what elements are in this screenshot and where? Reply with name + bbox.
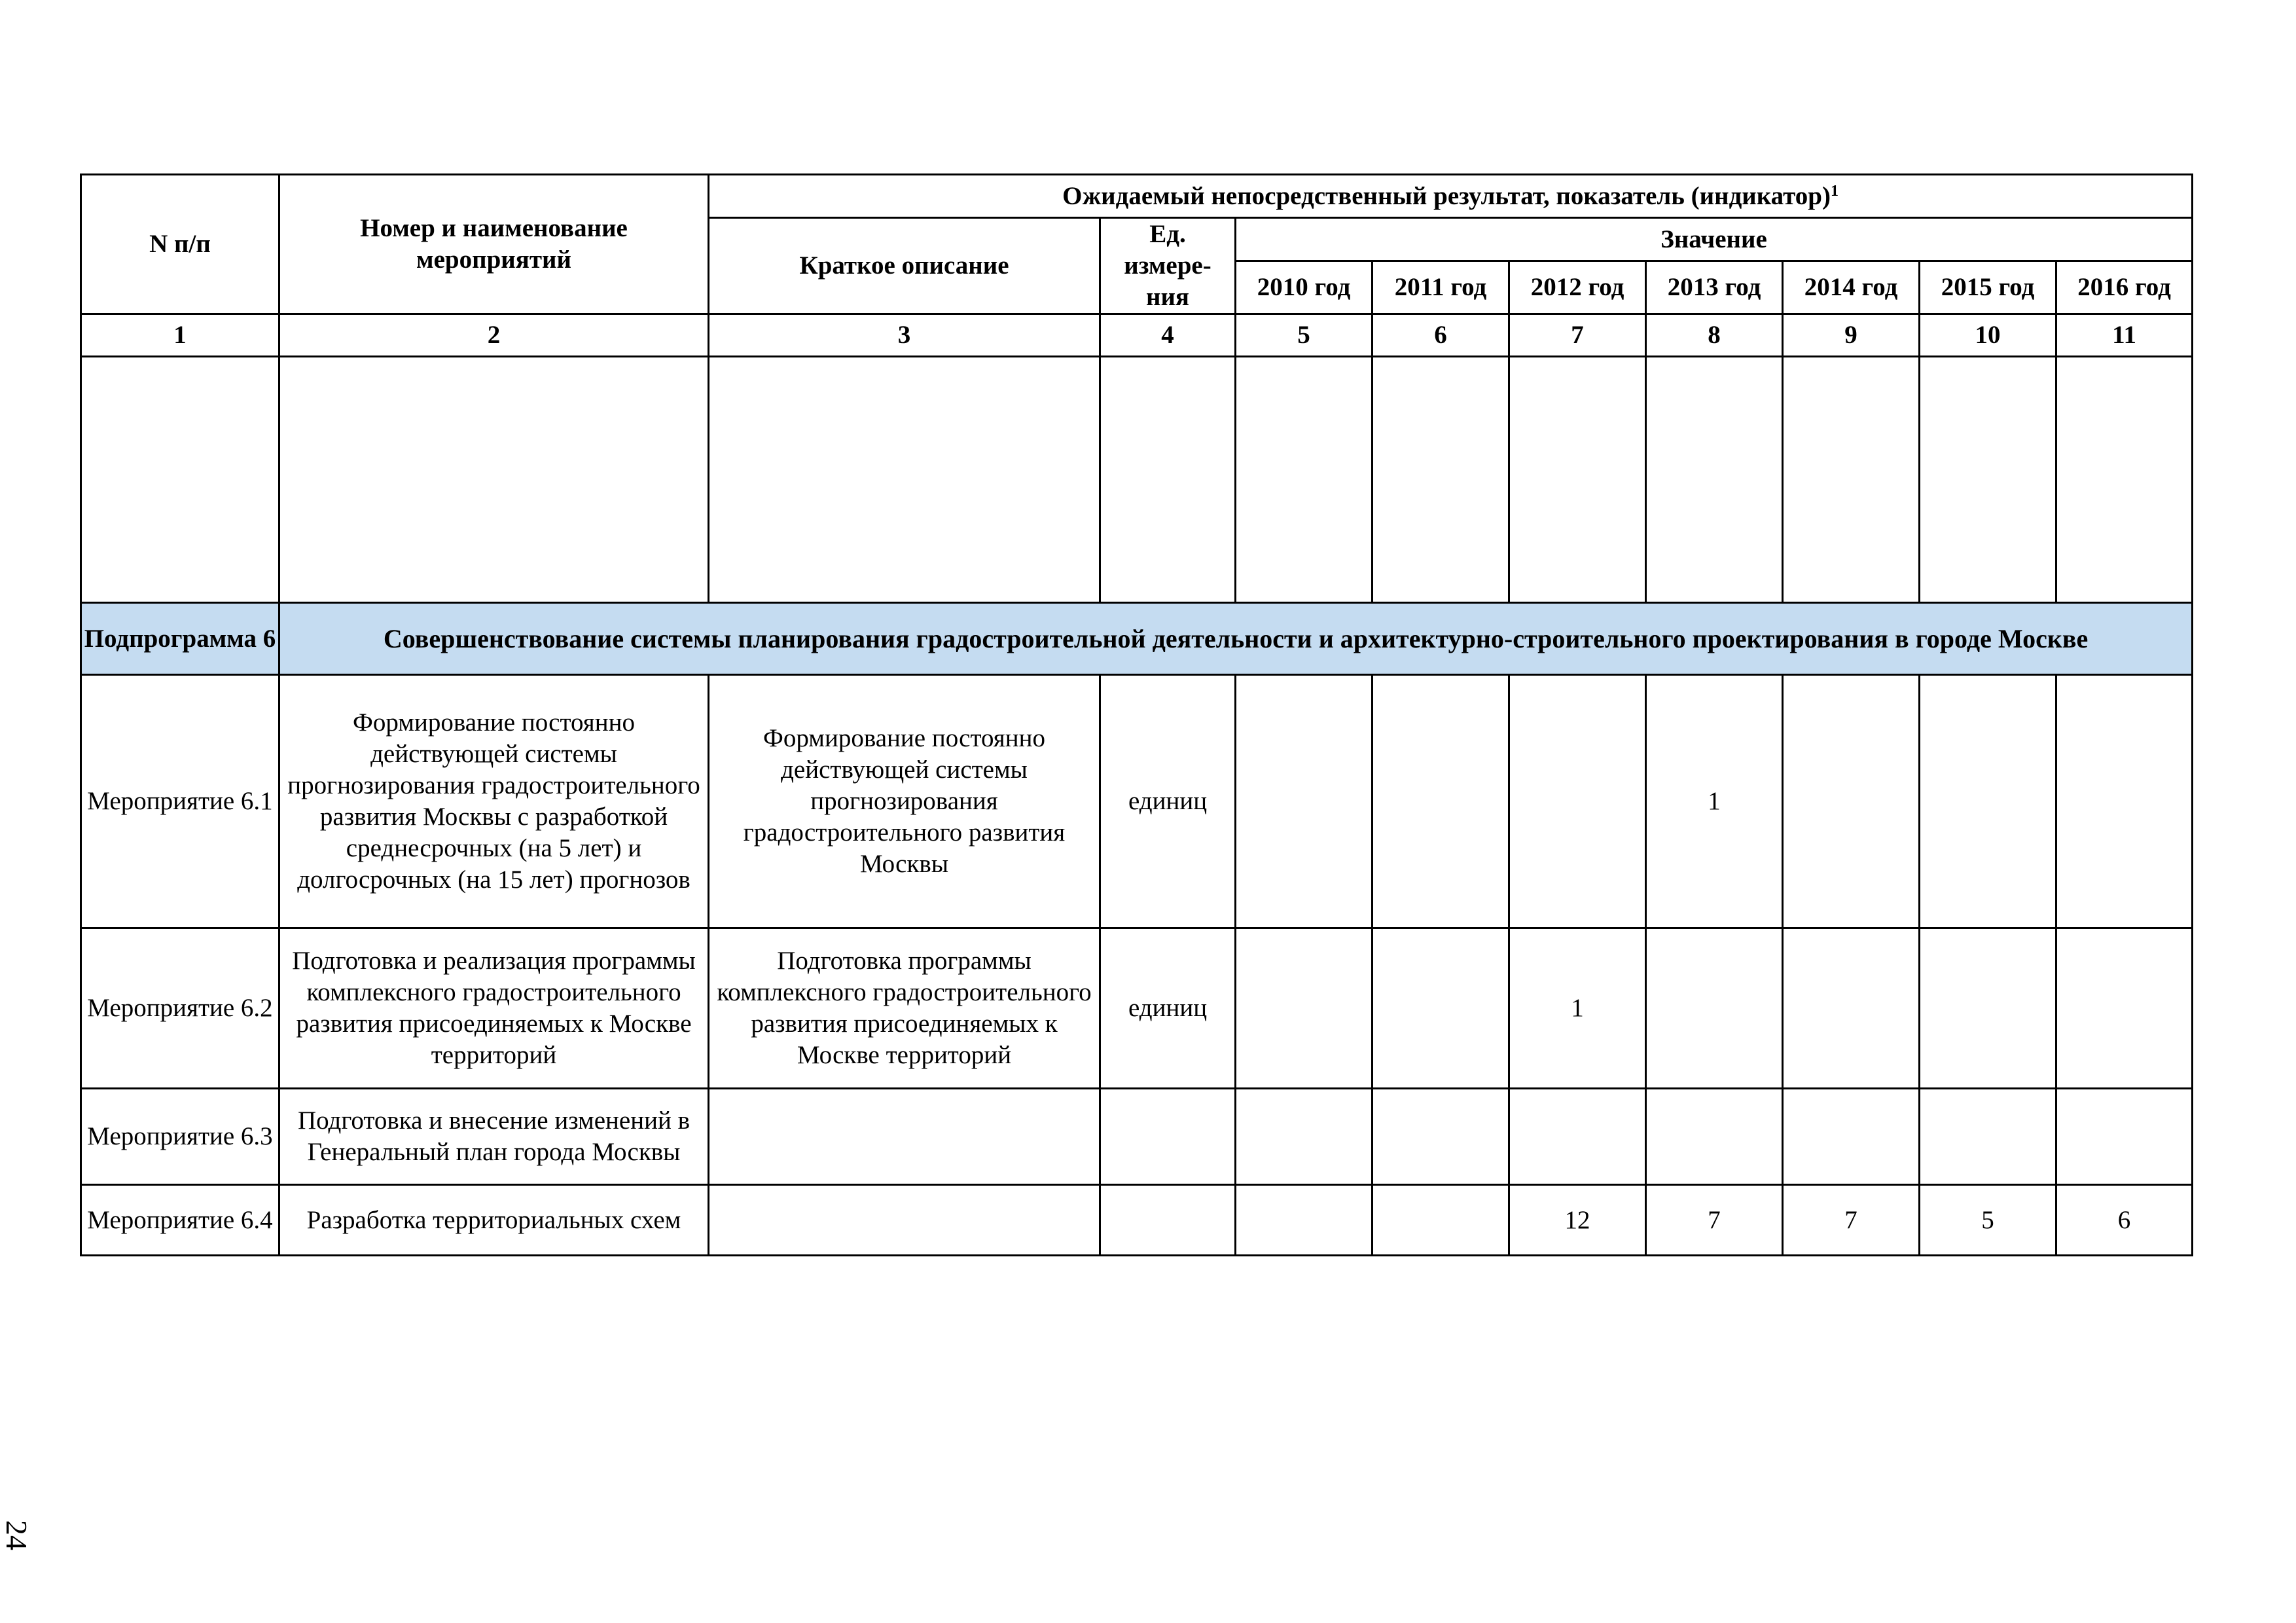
column-number-row <box>81 314 2193 357</box>
row-value-2013 <box>1646 928 1783 1089</box>
row-name: Подготовка и реализация программы комплексного градостроительного развития присоединяемых к Москве территорий <box>279 928 709 1089</box>
header-year-2015: 2015 год <box>1920 261 2056 314</box>
row-value-2016 <box>2056 928 2193 1089</box>
empty-cell <box>709 357 1100 603</box>
header-num: N п/п <box>81 175 279 314</box>
header-row-1 <box>81 175 2193 218</box>
row-value-2014 <box>1783 928 1920 1089</box>
empty-cell <box>1236 357 1372 603</box>
row-desc <box>709 1185 1100 1256</box>
header-year-2011: 2011 год <box>1372 261 1509 314</box>
header-short-desc: Краткое описание <box>709 218 1100 314</box>
column-number: 6 <box>1372 314 1509 357</box>
row-name: Формирование постоянно действующей системы прогнозирования градостроительного развития Москвы с разработкой среднесрочных (на 5 лет) и долгосрочных (на 15 лет) прогнозов <box>279 675 709 928</box>
row-value-2013: 7 <box>1646 1185 1783 1256</box>
empty-cell <box>279 357 709 603</box>
empty-cell <box>81 357 279 603</box>
row-value-2012: 12 <box>1509 1185 1646 1256</box>
row-num: Мероприятие 6.2 <box>81 928 279 1089</box>
row-value-2016 <box>2056 675 2193 928</box>
row-value-2013 <box>1646 1089 1783 1185</box>
row-value-2012 <box>1509 675 1646 928</box>
row-desc <box>709 1089 1100 1185</box>
row-value-2015 <box>1920 1089 2056 1185</box>
footnote-mark: 1 <box>1830 182 1839 200</box>
header-value: Значение <box>1236 218 2193 261</box>
column-number: 7 <box>1509 314 1646 357</box>
row-value-2014: 7 <box>1783 1185 1920 1256</box>
table-row <box>81 1089 2193 1185</box>
page-number: 24 <box>0 1520 33 1550</box>
row-unit: единиц <box>1100 928 1236 1089</box>
row-name: Подготовка и внесение изменений в Генеральный план города Москвы <box>279 1089 709 1185</box>
subprogram-title: Совершенствование системы планирования градостроительной деятельности и архитектурно-строительного проектирования в городе Москве <box>279 603 2193 675</box>
empty-cell <box>2056 357 2193 603</box>
row-unit: единиц <box>1100 675 1236 928</box>
subprogram-label: Подпрограмма 6 <box>81 603 279 675</box>
table-row <box>81 928 2193 1089</box>
row-value-2011 <box>1372 928 1509 1089</box>
row-unit <box>1100 1185 1236 1256</box>
empty-row <box>81 357 2193 603</box>
row-value-2010 <box>1236 1185 1372 1256</box>
row-desc: Формирование постоянно действующей системы прогнозирования градостроительного развития Москвы <box>709 675 1100 928</box>
empty-cell <box>1372 357 1509 603</box>
header-unit: Ед. измере-ния <box>1100 218 1236 314</box>
header-year-2016: 2016 год <box>2056 261 2193 314</box>
column-number: 8 <box>1646 314 1783 357</box>
row-value-2010 <box>1236 675 1372 928</box>
header-expected-result: Ожидаемый непосредственный результат, показатель (индикатор)$^1$ <box>709 175 2193 218</box>
empty-cell <box>1100 357 1236 603</box>
row-name: Разработка территориальных схем <box>279 1185 709 1256</box>
row-value-2011 <box>1372 1089 1509 1185</box>
column-number: 9 <box>1783 314 1920 357</box>
row-value-2016: 6 <box>2056 1185 2193 1256</box>
row-value-2014 <box>1783 1089 1920 1185</box>
row-desc: Подготовка программы комплексного градостроительного развития присоединяемых к Москве территорий <box>709 928 1100 1089</box>
row-value-2011 <box>1372 1185 1509 1256</box>
column-number: 11 <box>2056 314 2193 357</box>
empty-cell <box>1920 357 2056 603</box>
column-number: 2 <box>279 314 709 357</box>
row-num: Мероприятие 6.1 <box>81 675 279 928</box>
row-value-2011 <box>1372 675 1509 928</box>
subprogram-row <box>81 603 2193 675</box>
column-number: 5 <box>1236 314 1372 357</box>
row-value-2012 <box>1509 1089 1646 1185</box>
column-number: 1 <box>81 314 279 357</box>
column-number: 4 <box>1100 314 1236 357</box>
indicator-table <box>80 173 2193 1256</box>
column-number: 10 <box>1920 314 2056 357</box>
row-value-2010 <box>1236 928 1372 1089</box>
table-row <box>81 675 2193 928</box>
column-number: 3 <box>709 314 1100 357</box>
header-name: Номер и наименование мероприятий <box>279 175 709 314</box>
row-value-2010 <box>1236 1089 1372 1185</box>
header-year-2012: 2012 год <box>1509 261 1646 314</box>
row-unit <box>1100 1089 1236 1185</box>
empty-cell <box>1783 357 1920 603</box>
row-value-2013: 1 <box>1646 675 1783 928</box>
table-row <box>81 1185 2193 1256</box>
row-value-2015 <box>1920 928 2056 1089</box>
row-num: Мероприятие 6.3 <box>81 1089 279 1185</box>
row-value-2015 <box>1920 675 2056 928</box>
row-value-2012: 1 <box>1509 928 1646 1089</box>
header-year-2010: 2010 год <box>1236 261 1372 314</box>
row-num: Мероприятие 6.4 <box>81 1185 279 1256</box>
row-value-2015: 5 <box>1920 1185 2056 1256</box>
row-value-2016 <box>2056 1089 2193 1185</box>
empty-cell <box>1646 357 1783 603</box>
row-value-2014 <box>1783 675 1920 928</box>
header-year-2013: 2013 год <box>1646 261 1783 314</box>
empty-cell <box>1509 357 1646 603</box>
header-year-2014: 2014 год <box>1783 261 1920 314</box>
